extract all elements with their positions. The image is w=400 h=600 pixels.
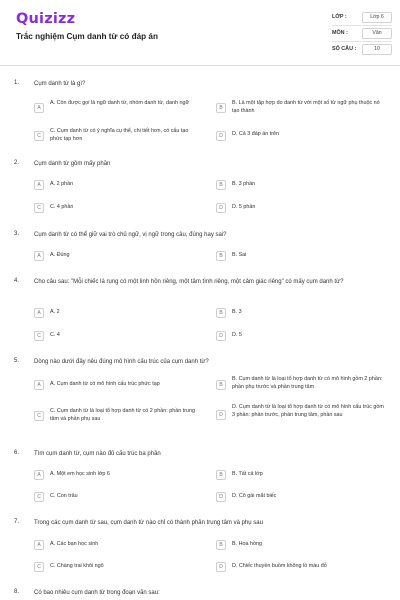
option-letter-box: B — [216, 380, 226, 390]
option-text: C. Chàng trai khôi ngô — [50, 563, 104, 569]
option-text: B. Cụm danh từ là loại tổ hợp danh từ có mô hình gồm 2 phần: phần phụ trước và phần trung tâm — [232, 376, 383, 390]
meta-grade — [332, 12, 392, 25]
option-text: A. 2 phần — [50, 181, 74, 187]
option-c[interactable] — [34, 331, 204, 353]
option-letter-box: B — [216, 540, 226, 550]
option-text: B. Sai — [232, 252, 247, 258]
option-text: C. Cụm danh từ có ý nghĩa cụ thể, chi tiết hơn, có cấu tạo phức tạp hơn — [50, 128, 189, 142]
question-text: Có bao nhiêu cụm danh từ trong đoạn văn sau: — [34, 590, 160, 596]
option-text: B. Hoa hồng — [232, 541, 262, 547]
option-text: D. Cả 3 đáp án trên — [232, 131, 280, 137]
option-b[interactable] — [216, 376, 386, 398]
option-d[interactable] — [216, 492, 386, 514]
option-text: C. 4 — [50, 332, 60, 338]
option-a[interactable] — [34, 100, 204, 122]
option-b[interactable] — [216, 251, 386, 273]
option-a[interactable] — [34, 308, 204, 330]
quizizz-logo: Quizizz — [16, 11, 76, 27]
question-text: Tìm cụm danh từ, cụm nào đủ cấu trúc ba phần — [34, 451, 161, 457]
option-a[interactable] — [34, 180, 204, 202]
option-letter-box: B — [216, 103, 226, 113]
question-number: 4. — [14, 278, 20, 284]
question-text: Cụm danh từ gồm mấy phần — [34, 161, 111, 167]
option-letter-box: A — [34, 251, 44, 261]
worksheet-header — [0, 0, 400, 66]
question-text: Cụm danh từ có thể giữ vai trò chủ ngữ, vị ngữ trong câu, đúng hay sai? — [34, 232, 227, 238]
option-a[interactable] — [34, 470, 204, 492]
option-letter-box: B — [216, 251, 226, 261]
question-number: 8. — [14, 589, 20, 595]
option-text: B. 3 — [232, 309, 242, 315]
meta-question-count — [332, 44, 392, 57]
question-text: Cho câu sau: "Mỗi chiếc lá rụng có một linh hồn riêng, một tâm tình riêng, một cảm giác riêng" có mấy cụm danh từ? — [34, 279, 344, 285]
option-a[interactable] — [34, 251, 204, 273]
option-text: D. Cô gái mắt biếc — [232, 493, 277, 499]
option-letter-box: A — [34, 103, 44, 113]
page-title: Trắc nghiệm Cụm danh từ có đáp án — [16, 32, 158, 41]
option-b[interactable] — [216, 540, 386, 562]
option-letter-box: D — [216, 331, 226, 341]
option-letter-box: B — [216, 180, 226, 190]
option-d[interactable] — [216, 203, 386, 225]
meta-label: LỚP : — [332, 14, 347, 20]
question-text: Dòng nào dưới đây nêu đúng mô hình cấu trúc của cụm danh từ? — [34, 359, 209, 365]
option-text: D. 5 phần — [232, 204, 256, 210]
option-b[interactable] — [216, 180, 386, 202]
option-d[interactable] — [216, 331, 386, 353]
meta-value: Lớp 6 — [362, 12, 392, 23]
option-a[interactable] — [34, 540, 204, 562]
option-letter-box: C — [34, 331, 44, 341]
option-letter-box: B — [216, 308, 226, 318]
divider — [332, 25, 392, 26]
option-text: B. Tất cả lớp — [232, 471, 263, 477]
option-letter-box: D — [216, 562, 226, 572]
question-number: 6. — [14, 450, 20, 456]
option-text: D. Chiếc thuyền buồm không lồ màu đỏ — [232, 563, 327, 569]
option-d[interactable] — [216, 562, 386, 584]
option-letter-box: A — [34, 470, 44, 480]
option-text: A. Các bạn học sinh — [50, 541, 99, 547]
option-letter-box: C — [34, 411, 44, 421]
option-text: A. 2 — [50, 309, 60, 315]
option-letter-box: C — [34, 492, 44, 502]
option-letter-box: D — [216, 492, 226, 502]
meta-label: SỐ CÂU : — [332, 46, 357, 52]
option-letter-box: B — [216, 470, 226, 480]
divider — [332, 41, 392, 42]
question-number: 3. — [14, 231, 20, 237]
option-text: A. Đúng — [50, 252, 70, 258]
option-text: A. Còn được gọi là ngữ danh từ, nhóm danh từ, danh ngữ — [50, 100, 190, 106]
option-letter-box: D — [216, 410, 226, 420]
question-text: Cụm danh từ là gì? — [34, 81, 86, 87]
option-letter-box: C — [34, 203, 44, 213]
option-a[interactable] — [34, 380, 204, 402]
option-text: C. Con trâu — [50, 493, 78, 499]
option-text: A. Một em học sinh lớp 6 — [50, 471, 110, 477]
meta-value: 10 — [362, 44, 392, 55]
option-text: C. Cụm danh từ là loại tổ hợp danh từ có 2 phần: phần trung tâm và phần phụ sau — [50, 408, 196, 422]
option-d[interactable] — [216, 128, 386, 150]
option-c[interactable] — [34, 492, 204, 514]
option-letter-box: A — [34, 540, 44, 550]
meta-label: MÔN : — [332, 30, 348, 36]
option-text: C. 4 phần — [50, 204, 74, 210]
option-b[interactable] — [216, 100, 386, 122]
option-c[interactable] — [34, 408, 204, 430]
option-text: B. Là một tập hợp do danh từ với một số từ ngữ phụ thuộc nó tạo thành — [232, 100, 380, 114]
option-letter-box: A — [34, 308, 44, 318]
question-number: 7. — [14, 519, 20, 525]
option-d[interactable] — [216, 404, 386, 426]
option-letter-box: C — [34, 131, 44, 141]
option-c[interactable] — [34, 203, 204, 225]
option-letter-box: A — [34, 180, 44, 190]
option-c[interactable] — [34, 128, 204, 150]
option-letter-box: D — [216, 203, 226, 213]
option-letter-box: C — [34, 562, 44, 572]
option-text: D. 5 — [232, 332, 242, 338]
question-text: Trong các cụm danh từ sau, cụm danh từ nào chỉ có thành phần trung tâm và phụ sau — [34, 520, 263, 526]
option-text: D. Cụm danh từ là loại tổ hợp danh từ có mô hình cấu trúc gồm 3 phần: phần trước, phần trung tâm, phần sau — [232, 404, 384, 418]
option-letter-box: D — [216, 131, 226, 141]
meta-subject — [332, 28, 392, 41]
option-letter-box: A — [34, 380, 44, 390]
option-b[interactable] — [216, 308, 386, 330]
question-number: 5. — [14, 358, 20, 364]
meta-value: Văn — [362, 28, 392, 39]
question-number: 1. — [14, 80, 20, 86]
option-text: B. 3 phần — [232, 181, 256, 187]
option-b[interactable] — [216, 470, 386, 492]
option-c[interactable] — [34, 562, 204, 584]
question-number: 2. — [14, 160, 20, 166]
option-text: A. Cụm danh từ có mô hình cấu trúc phức tạp — [50, 381, 160, 387]
